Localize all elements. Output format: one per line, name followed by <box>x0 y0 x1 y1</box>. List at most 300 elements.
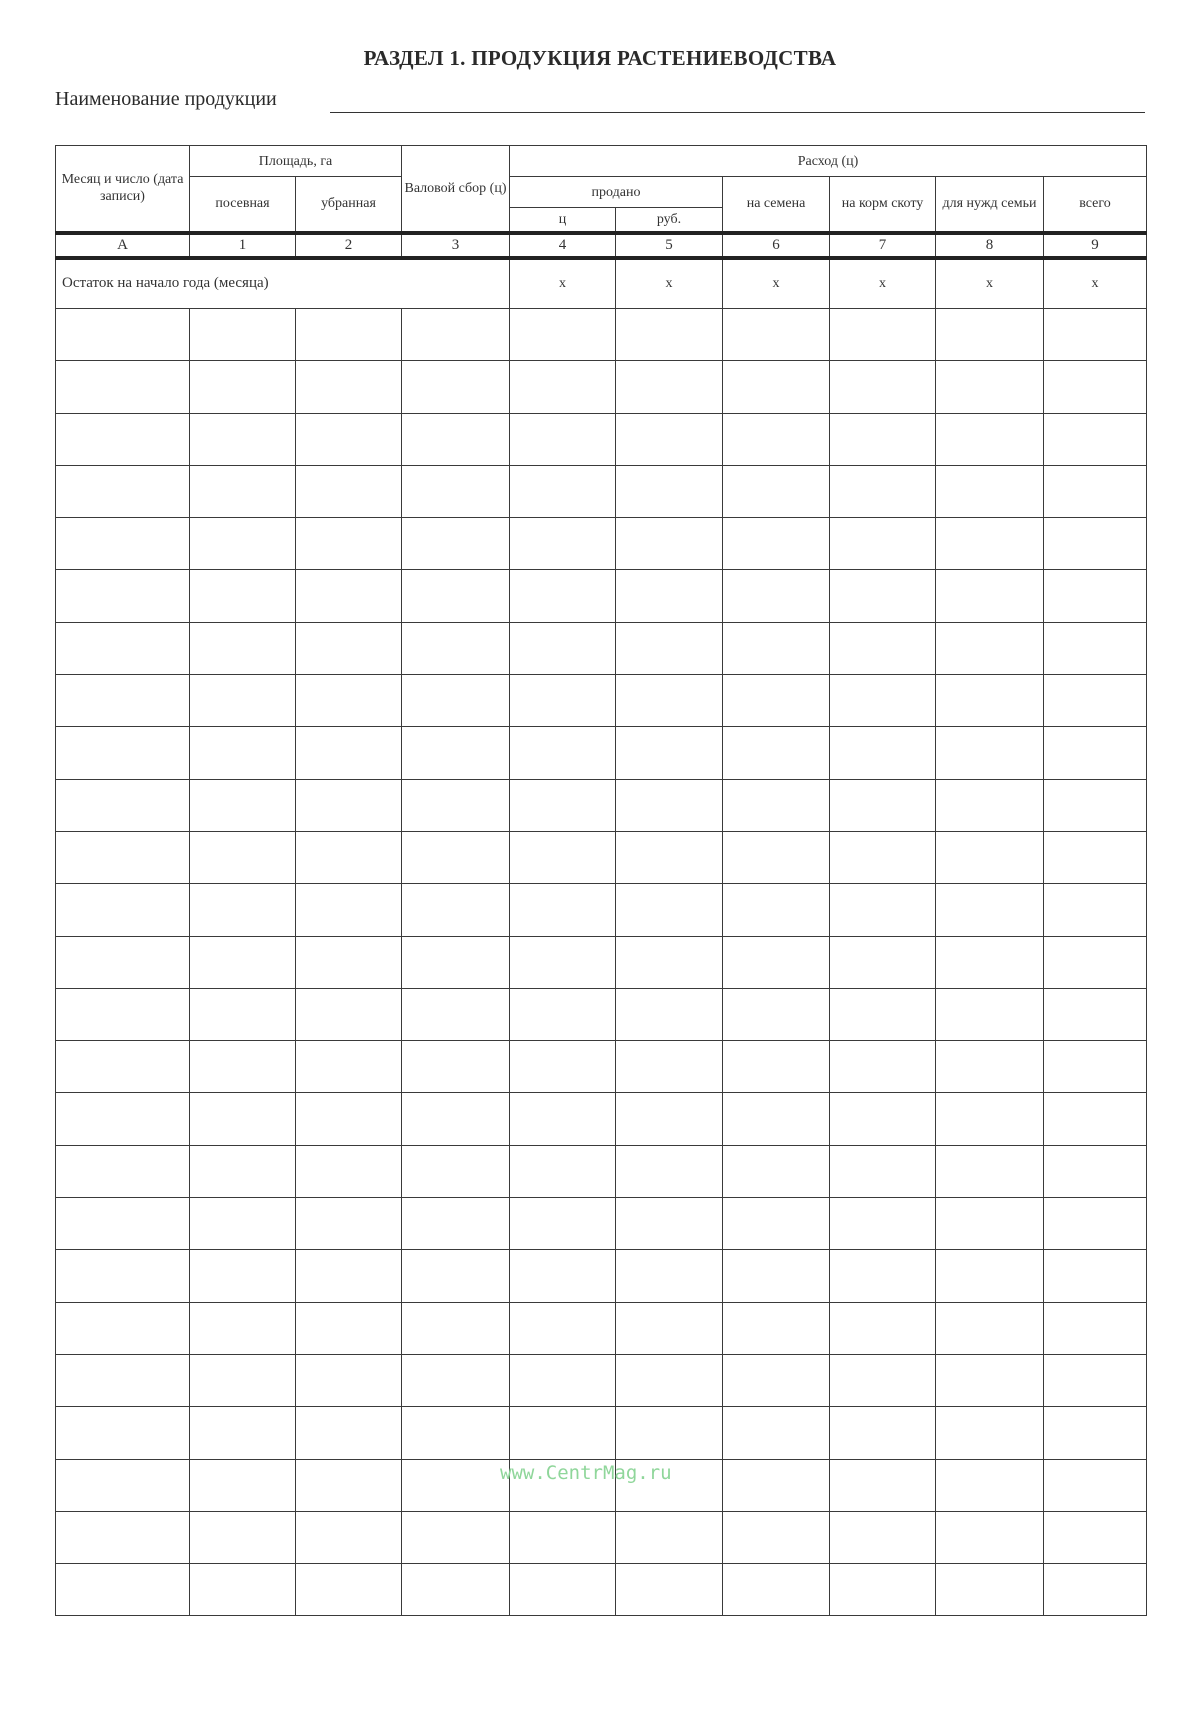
header-seeds: на семена <box>723 177 830 233</box>
entry-cell[interactable] <box>402 361 510 413</box>
entry-cell[interactable] <box>190 361 296 413</box>
entry-cell[interactable] <box>936 361 1044 413</box>
entry-cell[interactable] <box>1044 988 1147 1040</box>
column-number-cell: 8 <box>936 233 1044 258</box>
entry-cell[interactable] <box>402 1302 510 1354</box>
entry-cell[interactable] <box>936 1198 1044 1250</box>
entry-cell[interactable] <box>616 1250 723 1302</box>
column-number-cell: 9 <box>1044 233 1147 258</box>
entry-cell[interactable] <box>56 1198 190 1250</box>
entry-cell[interactable] <box>830 309 936 361</box>
entry-cell[interactable] <box>1044 1198 1147 1250</box>
entry-cell[interactable] <box>56 465 190 517</box>
entry-cell[interactable] <box>510 413 616 465</box>
header-total: всего <box>1044 177 1147 233</box>
entry-cell[interactable] <box>723 465 830 517</box>
entry-cell[interactable] <box>296 1198 402 1250</box>
entry-cell[interactable] <box>296 622 402 674</box>
entry-cell[interactable] <box>296 1250 402 1302</box>
entry-cell[interactable] <box>296 727 402 779</box>
entry-cell[interactable] <box>936 988 1044 1040</box>
entry-cell[interactable] <box>510 988 616 1040</box>
entry-cell[interactable] <box>830 727 936 779</box>
entry-cell[interactable] <box>616 1041 723 1093</box>
entry-cell[interactable] <box>616 622 723 674</box>
entry-cell[interactable] <box>190 1407 296 1459</box>
entry-cell[interactable] <box>936 779 1044 831</box>
entry-cell[interactable] <box>56 570 190 622</box>
entry-cell[interactable] <box>190 465 296 517</box>
entry-cell[interactable] <box>723 1511 830 1563</box>
entry-cell[interactable] <box>296 518 402 570</box>
entry-cell[interactable] <box>723 1250 830 1302</box>
entry-cell[interactable] <box>830 936 936 988</box>
entry-cell[interactable] <box>616 413 723 465</box>
entry-cell[interactable] <box>723 309 830 361</box>
column-number-cell: 7 <box>830 233 936 258</box>
entry-cell[interactable] <box>1044 309 1147 361</box>
entry-cell[interactable] <box>402 518 510 570</box>
entry-cell[interactable] <box>402 831 510 883</box>
entry-cell[interactable] <box>616 1511 723 1563</box>
entry-cell[interactable] <box>296 1511 402 1563</box>
entry-cell[interactable] <box>830 1511 936 1563</box>
entry-cell[interactable] <box>510 727 616 779</box>
entry-cell[interactable] <box>190 413 296 465</box>
entry-cell[interactable] <box>190 779 296 831</box>
entry-cell[interactable] <box>1044 622 1147 674</box>
table-row <box>56 936 1147 988</box>
entry-cell[interactable] <box>296 988 402 1040</box>
entry-cell[interactable] <box>296 309 402 361</box>
entry-cell[interactable] <box>190 727 296 779</box>
entry-cell[interactable] <box>190 1459 296 1511</box>
entry-cell[interactable] <box>1044 675 1147 727</box>
entry-cell[interactable] <box>296 361 402 413</box>
entry-cell[interactable] <box>56 1354 190 1406</box>
entry-cell[interactable] <box>402 1407 510 1459</box>
column-number-cell: А <box>56 233 190 258</box>
entry-cell[interactable] <box>936 1354 1044 1406</box>
entry-cell[interactable] <box>296 1145 402 1197</box>
table-row <box>56 884 1147 936</box>
entry-cell[interactable] <box>723 622 830 674</box>
entry-cell[interactable] <box>616 1354 723 1406</box>
entry-cell[interactable] <box>56 1511 190 1563</box>
entry-cell[interactable] <box>936 1041 1044 1093</box>
table-row <box>56 1302 1147 1354</box>
entry-cell[interactable] <box>936 518 1044 570</box>
table-row <box>56 988 1147 1040</box>
entry-cell[interactable] <box>723 988 830 1040</box>
entry-cell[interactable] <box>723 1354 830 1406</box>
table-row <box>56 1564 1147 1616</box>
entry-cell[interactable] <box>402 1354 510 1406</box>
entry-cell[interactable] <box>510 518 616 570</box>
entry-cell[interactable] <box>190 518 296 570</box>
entry-cell[interactable] <box>936 727 1044 779</box>
entry-cell[interactable] <box>402 779 510 831</box>
header-month-date: Месяц и число (дата записи) <box>56 146 190 233</box>
table-row <box>56 1041 1147 1093</box>
entry-cell[interactable] <box>510 884 616 936</box>
entry-cell[interactable] <box>510 1145 616 1197</box>
remainder-mark-cell: х <box>936 258 1044 309</box>
entry-cell[interactable] <box>296 831 402 883</box>
entry-cell[interactable] <box>616 361 723 413</box>
entry-cell[interactable] <box>936 309 1044 361</box>
entry-cell[interactable] <box>190 622 296 674</box>
entry-cell[interactable] <box>616 779 723 831</box>
entry-cell[interactable] <box>830 413 936 465</box>
entry-cell[interactable] <box>56 1093 190 1145</box>
entry-cell[interactable] <box>936 622 1044 674</box>
entry-cell[interactable] <box>1044 1511 1147 1563</box>
entry-cell[interactable] <box>56 884 190 936</box>
header-sold-c: ц <box>510 208 616 233</box>
entry-cell[interactable] <box>190 936 296 988</box>
entry-cell[interactable] <box>616 1407 723 1459</box>
entry-cell[interactable] <box>56 831 190 883</box>
remainder-label: Остаток на начало года (месяца) <box>56 258 510 309</box>
entry-cell[interactable] <box>1044 361 1147 413</box>
entry-cell[interactable] <box>296 675 402 727</box>
entry-cell[interactable] <box>296 884 402 936</box>
entry-cell[interactable] <box>296 1354 402 1406</box>
entry-cell[interactable] <box>830 675 936 727</box>
entry-cell[interactable] <box>56 413 190 465</box>
remainder-row <box>56 258 1147 309</box>
table-row <box>56 675 1147 727</box>
entry-cell[interactable] <box>402 570 510 622</box>
entry-cell[interactable] <box>402 1198 510 1250</box>
entry-cell[interactable] <box>723 570 830 622</box>
entry-cell[interactable] <box>936 831 1044 883</box>
entry-cell[interactable] <box>510 1407 616 1459</box>
entry-cell[interactable] <box>723 727 830 779</box>
entry-cell[interactable] <box>936 1250 1044 1302</box>
entry-cell[interactable] <box>1044 727 1147 779</box>
watermark: www.CentrMag.ru <box>500 1462 672 1484</box>
entry-cell[interactable] <box>56 518 190 570</box>
entry-cell[interactable] <box>830 779 936 831</box>
entry-cell[interactable] <box>510 570 616 622</box>
entry-cell[interactable] <box>723 1041 830 1093</box>
entry-cell[interactable] <box>1044 1145 1147 1197</box>
entry-cell[interactable] <box>402 465 510 517</box>
table-row <box>56 1093 1147 1145</box>
entry-cell[interactable] <box>830 1459 936 1511</box>
entry-cell[interactable] <box>723 1407 830 1459</box>
column-number-row <box>56 233 1147 258</box>
entry-cell[interactable] <box>296 779 402 831</box>
column-number-cell: 6 <box>723 233 830 258</box>
entry-cell[interactable] <box>936 1511 1044 1563</box>
table-row <box>56 1407 1147 1459</box>
entry-cell[interactable] <box>936 1302 1044 1354</box>
entry-cell[interactable] <box>1044 1302 1147 1354</box>
entry-cell[interactable] <box>296 1093 402 1145</box>
entry-cell[interactable] <box>830 1145 936 1197</box>
table-row <box>56 1511 1147 1563</box>
entry-cell[interactable] <box>616 570 723 622</box>
entry-cell[interactable] <box>936 1093 1044 1145</box>
entry-cell[interactable] <box>830 1407 936 1459</box>
entry-cell[interactable] <box>936 936 1044 988</box>
entry-cell[interactable] <box>190 988 296 1040</box>
table-row <box>56 1250 1147 1302</box>
entry-cell[interactable] <box>830 988 936 1040</box>
entry-cell[interactable] <box>1044 518 1147 570</box>
entry-cell[interactable] <box>936 570 1044 622</box>
product-name-field[interactable] <box>330 112 1145 113</box>
column-number-cell: 5 <box>616 233 723 258</box>
entry-cell[interactable] <box>510 1511 616 1563</box>
entry-cell[interactable] <box>616 1564 723 1616</box>
entry-cell[interactable] <box>190 1250 296 1302</box>
entry-cell[interactable] <box>402 884 510 936</box>
entry-cell[interactable] <box>830 1302 936 1354</box>
entry-cell[interactable] <box>1044 1250 1147 1302</box>
entry-cell[interactable] <box>510 1302 616 1354</box>
entry-cell[interactable] <box>510 1198 616 1250</box>
entry-cell[interactable] <box>830 1250 936 1302</box>
column-number-cell: 4 <box>510 233 616 258</box>
entry-cell[interactable] <box>56 361 190 413</box>
entry-cell[interactable] <box>830 1564 936 1616</box>
entry-cell[interactable] <box>510 779 616 831</box>
entry-cell[interactable] <box>936 1407 1044 1459</box>
column-number-cell: 3 <box>402 233 510 258</box>
entry-cell[interactable] <box>296 413 402 465</box>
entry-cell[interactable] <box>402 413 510 465</box>
entry-cell[interactable] <box>296 1041 402 1093</box>
entry-cell[interactable] <box>510 1041 616 1093</box>
entry-cell[interactable] <box>510 831 616 883</box>
entry-cell[interactable] <box>616 465 723 517</box>
entry-cell[interactable] <box>616 518 723 570</box>
header-sold: продано <box>510 177 723 208</box>
entry-cell[interactable] <box>723 518 830 570</box>
column-number-cell: 2 <box>296 233 402 258</box>
crop-production-table <box>55 145 1147 1616</box>
entry-cell[interactable] <box>510 1093 616 1145</box>
entry-cell[interactable] <box>723 1302 830 1354</box>
entry-cell[interactable] <box>56 1564 190 1616</box>
entry-cell[interactable] <box>296 1564 402 1616</box>
entry-cell[interactable] <box>510 1354 616 1406</box>
entry-cell[interactable] <box>510 309 616 361</box>
table-row <box>56 1145 1147 1197</box>
entry-cell[interactable] <box>296 936 402 988</box>
entry-cell[interactable] <box>510 1250 616 1302</box>
table-row <box>56 309 1147 361</box>
entry-cell[interactable] <box>830 1198 936 1250</box>
entry-cell[interactable] <box>936 1564 1044 1616</box>
entry-cell[interactable] <box>723 361 830 413</box>
entry-cell[interactable] <box>830 1041 936 1093</box>
entry-cell[interactable] <box>510 1564 616 1616</box>
entry-cell[interactable] <box>1044 936 1147 988</box>
entry-cell[interactable] <box>510 465 616 517</box>
entry-cell[interactable] <box>190 570 296 622</box>
entry-cell[interactable] <box>402 1041 510 1093</box>
table-row <box>56 1354 1147 1406</box>
entry-cell[interactable] <box>830 831 936 883</box>
entry-cell[interactable] <box>510 622 616 674</box>
entry-cell[interactable] <box>830 465 936 517</box>
entry-cell[interactable] <box>936 413 1044 465</box>
entry-cell[interactable] <box>296 1459 402 1511</box>
entry-cell[interactable] <box>723 936 830 988</box>
entry-cell[interactable] <box>616 727 723 779</box>
entry-cell[interactable] <box>723 1198 830 1250</box>
entry-cell[interactable] <box>56 988 190 1040</box>
entry-cell[interactable] <box>830 361 936 413</box>
entry-cell[interactable] <box>1044 465 1147 517</box>
entry-cell[interactable] <box>616 675 723 727</box>
entry-cell[interactable] <box>190 1145 296 1197</box>
entry-cell[interactable] <box>936 465 1044 517</box>
entry-cell[interactable] <box>830 884 936 936</box>
table-row <box>56 727 1147 779</box>
entry-cell[interactable] <box>56 1459 190 1511</box>
entry-cell[interactable] <box>723 1145 830 1197</box>
entry-cell[interactable] <box>723 1093 830 1145</box>
entry-cell[interactable] <box>56 1041 190 1093</box>
entry-cell[interactable] <box>1044 1093 1147 1145</box>
entry-cell[interactable] <box>723 831 830 883</box>
entry-cell[interactable] <box>510 936 616 988</box>
entry-cell[interactable] <box>190 309 296 361</box>
entry-cell[interactable] <box>723 675 830 727</box>
table-row <box>56 361 1147 413</box>
remainder-mark-cell: х <box>723 258 830 309</box>
entry-cell[interactable] <box>723 413 830 465</box>
entry-cell[interactable] <box>402 1250 510 1302</box>
entry-cell[interactable] <box>190 1564 296 1616</box>
column-number-cell: 1 <box>190 233 296 258</box>
entry-cell[interactable] <box>936 1145 1044 1197</box>
table-row <box>56 622 1147 674</box>
entry-cell[interactable] <box>616 1302 723 1354</box>
entry-cell[interactable] <box>402 622 510 674</box>
entry-cell[interactable] <box>830 518 936 570</box>
entry-cell[interactable] <box>1044 1564 1147 1616</box>
entry-cell[interactable] <box>723 1564 830 1616</box>
entry-cell[interactable] <box>830 1354 936 1406</box>
entry-cell[interactable] <box>616 1093 723 1145</box>
entry-cell[interactable] <box>616 1145 723 1197</box>
entry-cell[interactable] <box>56 622 190 674</box>
entry-cell[interactable] <box>402 1459 510 1511</box>
entry-cell[interactable] <box>402 988 510 1040</box>
entry-cell[interactable] <box>936 884 1044 936</box>
table-row <box>56 413 1147 465</box>
entry-cell[interactable] <box>1044 1407 1147 1459</box>
entry-cell[interactable] <box>56 727 190 779</box>
entry-cell[interactable] <box>402 1564 510 1616</box>
entry-cell[interactable] <box>56 1145 190 1197</box>
entry-cell[interactable] <box>190 675 296 727</box>
entry-cell[interactable] <box>296 1302 402 1354</box>
entry-cell[interactable] <box>402 1511 510 1563</box>
entry-cell[interactable] <box>402 309 510 361</box>
entry-cell[interactable] <box>190 1511 296 1563</box>
entry-cell[interactable] <box>190 831 296 883</box>
entry-cell[interactable] <box>402 1145 510 1197</box>
header-area: Площадь, га <box>190 146 402 177</box>
entry-cell[interactable] <box>402 936 510 988</box>
entry-cell[interactable] <box>190 1302 296 1354</box>
entry-cell[interactable] <box>190 1041 296 1093</box>
table-row <box>56 570 1147 622</box>
entry-cell[interactable] <box>1044 1459 1147 1511</box>
entry-cell[interactable] <box>56 1407 190 1459</box>
entry-cell[interactable] <box>56 1250 190 1302</box>
entry-cell[interactable] <box>296 465 402 517</box>
entry-cell[interactable] <box>296 570 402 622</box>
entry-cell[interactable] <box>1044 831 1147 883</box>
entry-cell[interactable] <box>510 361 616 413</box>
table-row <box>56 831 1147 883</box>
entry-cell[interactable] <box>1044 413 1147 465</box>
entry-cell[interactable] <box>616 831 723 883</box>
entry-cell[interactable] <box>56 779 190 831</box>
entry-cell[interactable] <box>723 884 830 936</box>
entry-cell[interactable] <box>190 1198 296 1250</box>
entry-cell[interactable] <box>56 675 190 727</box>
entry-cell[interactable] <box>296 1407 402 1459</box>
table-row <box>56 465 1147 517</box>
entry-cell[interactable] <box>616 884 723 936</box>
entry-cell[interactable] <box>830 570 936 622</box>
entry-cell[interactable] <box>1044 570 1147 622</box>
entry-cell[interactable] <box>1044 884 1147 936</box>
entry-cell[interactable] <box>723 1459 830 1511</box>
entry-cell[interactable] <box>402 1093 510 1145</box>
entry-cell[interactable] <box>616 309 723 361</box>
table-row <box>56 1198 1147 1250</box>
entry-cell[interactable] <box>1044 1354 1147 1406</box>
entry-cell[interactable] <box>616 936 723 988</box>
entry-cell[interactable] <box>616 1198 723 1250</box>
entry-cell[interactable] <box>1044 1041 1147 1093</box>
entry-cell[interactable] <box>616 988 723 1040</box>
entry-cell[interactable] <box>56 1302 190 1354</box>
entry-cell[interactable] <box>402 675 510 727</box>
section-title: РАЗДЕЛ 1. ПРОДУКЦИЯ РАСТЕНИЕВОДСТВА <box>363 46 837 70</box>
entry-cell[interactable] <box>936 1459 1044 1511</box>
entry-cell[interactable] <box>56 309 190 361</box>
entry-cell[interactable] <box>936 675 1044 727</box>
entry-cell[interactable] <box>830 1093 936 1145</box>
entry-cell[interactable] <box>190 884 296 936</box>
header-sold-rub: руб. <box>616 208 723 233</box>
entry-cell[interactable] <box>830 622 936 674</box>
remainder-mark-cell: х <box>830 258 936 309</box>
entry-cell[interactable] <box>190 1093 296 1145</box>
entry-cell[interactable] <box>56 936 190 988</box>
remainder-mark-cell: х <box>616 258 723 309</box>
header-feed: на корм скоту <box>830 177 936 233</box>
entry-cell[interactable] <box>510 675 616 727</box>
header-consumption: Расход (ц) <box>510 146 1147 177</box>
entry-cell[interactable] <box>402 727 510 779</box>
entry-cell[interactable] <box>1044 779 1147 831</box>
entry-cell[interactable] <box>723 779 830 831</box>
entry-cell[interactable] <box>190 1354 296 1406</box>
